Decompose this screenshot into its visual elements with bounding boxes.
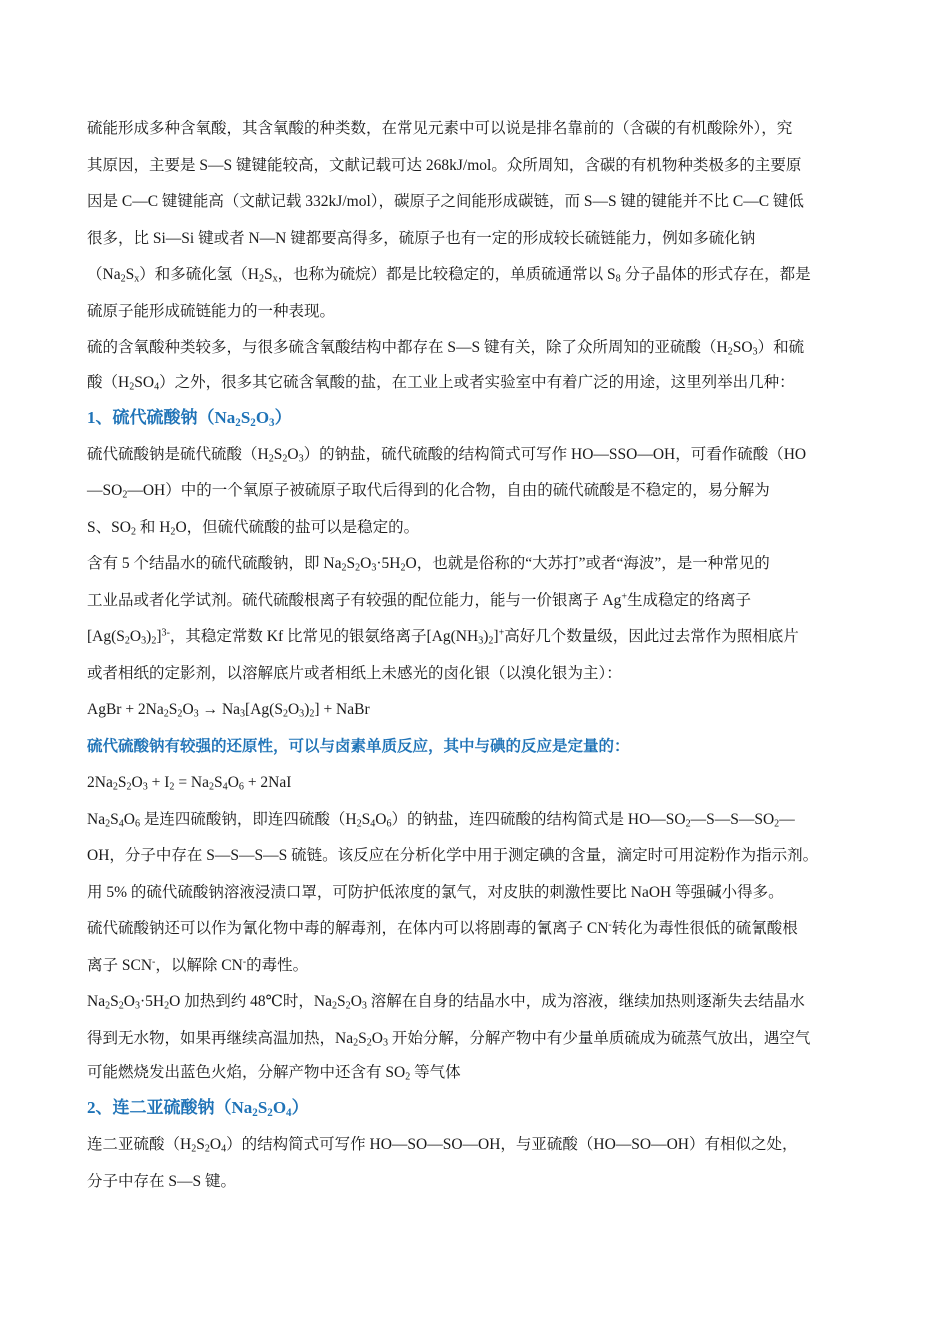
text-line: $Na_2S_2O_3\cdot 5H_2O$ 加热到约 48℃时，$Na_2S_2O_3$ 溶解在自身的结晶水中，成为溶液，继续加热则逐渐失去结晶水 [87, 993, 805, 1012]
text-line: 分子中存在 S—S 键。 [87, 1172, 236, 1190]
text-line: S、$SO_2$ 和 $H_2O$，但硫代硫酸的盐可以是稳定的。 [87, 518, 420, 538]
paragraph-tetrathionate [87, 802, 877, 912]
text-line: 很多，比 Si—Si 键或者 N—N 键都要高得多，硫原子也有一定的形成较长硫链能力，例如多硫化钠 [87, 229, 756, 247]
text-line: 硫能形成多种含氧酸，其含氧酸的种类数，在常见元素中可以说是排名靠前的（含碳的有机酸除外），究 [87, 120, 793, 137]
text-line: 硫代硫酸钠还可以作为氰化物中毒的解毒剂，在体内可以将剧毒的氰离子 CN-转化为毒性很低的硫氰酸根 [87, 919, 798, 937]
equation-silver-bromide: AgBr + $2Na_2S_2O_3 \to Na_3[Ag(S_2O_3)_2]$ + NaBr [87, 701, 370, 720]
paragraph-hypo [87, 546, 877, 692]
section-heading-thiosulfate: 1、硫代硫酸钠$(Na_2S_2O_3)$ [87, 407, 292, 429]
text-line: 得到无水物，如果再继续高温加热，$Na_2S_2O_3$ 开始分解，分解产物中有少量单质硫成为硫蒸气放出，遇空气 [87, 1029, 811, 1049]
text-line: 可能燃烧发出蓝色火焰，分解产物中还含有 $SO_2$ 等气体 [87, 1064, 461, 1083]
text-line: $[Ag(S_2O_3)_2]^{3-}$，其稳定常数 Kf 比常见的银氨络离子$[Ag(NH_3)_2]^+$高好几个数量级，因此过去常作为照相底片 [87, 627, 799, 647]
paragraph-oxyacids [87, 330, 877, 399]
paragraph-heating [87, 984, 877, 1089]
text-line: 含有 5 个结晶水的硫代硫酸钠，即 $Na_2S_2O_3\cdot 5H_2O$，也就是俗称的“大苏打”或者“海波”，是一种常见的 [87, 555, 770, 574]
document-body [87, 111, 877, 1200]
text-line: 硫的含氧酸种类较多，与很多硫含氧酸结构中都存在 S—S 键有关，除了众所周知的亚硫酸$(H_2SO_3)$和硫 [87, 339, 805, 358]
text-line: 硫原子能形成硫链能力的一种表现。 [87, 302, 336, 320]
text-line: 连二亚硫酸$(H_2S_2O_4)$的结构简式可写作 HO—SO—SO—OH，与亚硫酸（HO—SO—OH）有相似之处， [87, 1136, 798, 1155]
text-line: $—SO_2—OH$）中的一个氧原子被硫原子取代后得到的化合物，自由的硫代硫酸是不稳定的，易分解为 [87, 482, 770, 501]
highlight-reducing-property: 硫代硫酸钠有较强的还原性，可以与卤素单质反应，其中与碘的反应是定量的： [87, 737, 630, 755]
section-heading-dithionite: 2、连二亚硫酸钠$(Na_2S_2O_4)$ [87, 1098, 309, 1119]
text-line: 硫代硫酸钠是硫代硫酸$(H_2S_2O_3)$的钠盐，硫代硫酸的结构简式可写作 HO—SSO—OH，可看作硫酸（HO [87, 445, 807, 465]
text-line: 其原因，主要是 S—S 键键能较高，文献记载可达 268kJ/mol。众所周知，含碳的有机物种类极多的主要原 [87, 156, 802, 174]
text-line: $(Na_2S_x)$和多硫化氢（$H_2S_x$，也称为硫烷）都是比较稳定的，单质硫通常以 $S_8$ 分子晶体的形式存在，都是 [87, 266, 811, 285]
paragraph-cyanide [87, 911, 877, 984]
text-line: OH，分子中存在 S—S—S—S 硫链。该反应在分析化学中用于测定碘的含量，滴定时可用淀粉作为指示剂。 [87, 847, 819, 864]
text-line: 或者相纸的定影剂，以溶解底片或者相纸上未感光的卤化银（以溴化银为主）： [87, 664, 622, 682]
text-line: 离子 SCN-，以解除 CN-的毒性。 [87, 955, 309, 974]
paragraph-dithionite [87, 1127, 877, 1200]
text-line: 工业品或者化学试剂。硫代硫酸根离子有较强的配位能力，能与一价银离子 Ag+生成稳定的络离子 [87, 590, 752, 609]
text-line: 因是 C—C 键键能高（文献记载 332kJ/mol），碳原子之间能形成碳链，而 S—S 键的键能并不比 C—C 键低 [87, 193, 804, 210]
text-line: 酸$(H_2SO_4)$之外，很多其它硫含氧酸的盐，在工业上或者实验室中有着广泛的用途，这里列举出几种： [87, 373, 795, 393]
text-line: 用 5% 的硫代硫酸钠溶液浸渍口罩，可防护低浓度的氯气，对皮肤的刺激性要比 NaOH 等强碱小得多。 [87, 883, 784, 901]
equation-iodine: $2Na_2S_2O_3 + I_2 = Na_2S_4O_6 + 2NaI$ [87, 774, 292, 793]
paragraph-thiosulfate-intro [87, 437, 877, 547]
text-line: $Na_2S_4O_6$ 是连四硫酸钠，即连四硫酸$(H_2S_4O_6)$的钠盐，连四硫酸的结构简式是 $HO—SO_2—S—S—SO_2—$ [87, 810, 795, 830]
paragraph-intro [87, 111, 877, 330]
